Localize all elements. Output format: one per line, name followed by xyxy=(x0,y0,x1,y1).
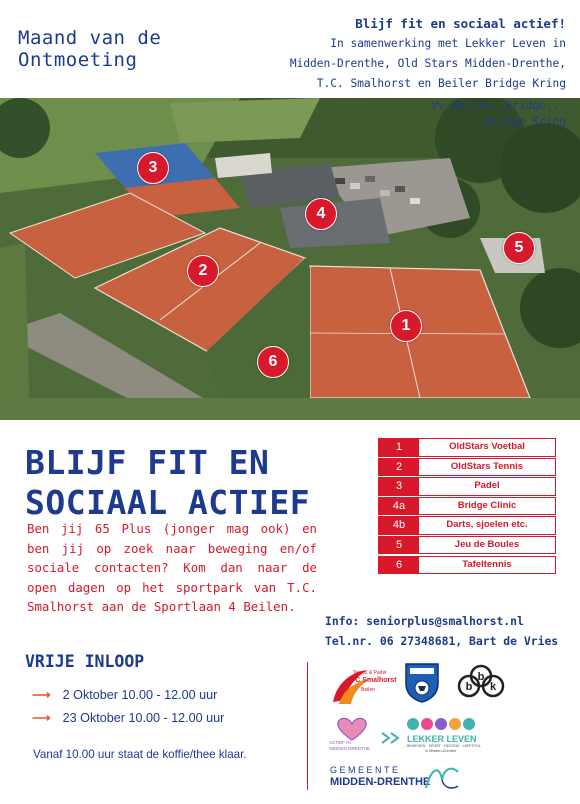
oldstars-logo xyxy=(402,660,442,704)
actief-line2: MIDDEN-DRENTHE xyxy=(329,746,370,751)
gemeente-wave-icon xyxy=(422,762,462,792)
legend-row xyxy=(378,516,556,535)
tc-logo-line2: TC Smalhorst xyxy=(351,677,397,684)
bbk-letter-3: k xyxy=(489,681,497,693)
activity-icons xyxy=(405,716,485,732)
marker-3: 3 xyxy=(137,152,169,184)
legend-number: 2 xyxy=(379,459,419,476)
legend-label: Jeu de Boules xyxy=(454,538,520,550)
legend-row xyxy=(378,438,556,457)
arrow-right-icon: ⟶ xyxy=(32,710,51,725)
marker-1: 1 xyxy=(390,310,422,342)
photo-overlay-line-1: Vv Beilen, Bridge... xyxy=(431,99,566,112)
gemeente-line1: GEMEENTE xyxy=(330,765,401,775)
partner-line-1: In samenwerking met Lekker Leven in xyxy=(330,37,566,50)
bbk-logo xyxy=(455,664,507,700)
arrow-right-icon: ⟶ xyxy=(32,687,51,702)
lekker-leven-logo xyxy=(405,716,485,756)
marker-2: 2 xyxy=(187,255,219,287)
lekker-leven-sub: BEWEGEN · SPORT · GEZOND · LEEFSTIJL xyxy=(407,744,481,748)
page-title: Maand van de Ontmoeting xyxy=(18,27,162,71)
actief-logo xyxy=(327,716,377,754)
bbk-letter-2: b xyxy=(477,671,485,683)
partner-line-2: Midden-Drenthe, Old Stars Midden-Drenthe, xyxy=(289,57,566,70)
bbk-letter-1: b xyxy=(465,681,473,693)
contact-email[interactable]: Info: seniorplus@smalhorst.nl xyxy=(325,614,524,628)
sportpark-illustration xyxy=(0,98,580,420)
date-row-1 xyxy=(32,687,217,703)
date-row-2 xyxy=(32,710,224,726)
inloop-title: VRIJE INLOOP xyxy=(25,652,145,671)
intro-text: Ben jij 65 Plus (jonger mag ook) en ben jij op zoek naar beweging en/of sociale contacten? Kom dan naar de open dagen op het sportpark van T.C. Smalhorst aan de Sportlaan 4 Beilen. xyxy=(27,521,317,614)
tc-smalhorst-logo xyxy=(327,664,397,708)
heart-icon xyxy=(327,716,377,742)
legend-row xyxy=(378,536,556,555)
legend-row xyxy=(378,497,556,516)
partner-line-3: T.C. Smalhorst en Beiler Bridge Kring xyxy=(316,77,566,90)
legend-label: Darts, sjoelen etc. xyxy=(446,519,528,531)
date-text: 2 Oktober 10.00 - 12.00 uur xyxy=(62,688,218,702)
coffee-note: Vanaf 10.00 uur staat de koffie/thee klaar. xyxy=(33,748,247,761)
legend-number: 1 xyxy=(379,439,419,456)
actief-line1: ACTIEF IN xyxy=(329,740,351,745)
marker-4: 4 xyxy=(305,198,337,230)
tc-logo-line3: Beilen xyxy=(361,687,375,693)
legend-table xyxy=(378,438,556,575)
legend-number: 6 xyxy=(379,557,419,574)
legend-row xyxy=(378,458,556,477)
legend-number: 3 xyxy=(379,478,419,495)
tc-logo-line1: Tennis & Padel xyxy=(353,670,387,676)
date-text: 23 Oktober 10.00 - 12.00 uur xyxy=(62,711,225,725)
gemeente-line2: MIDDEN-DRENTHE xyxy=(330,776,431,788)
marker-5: 5 xyxy=(503,232,535,264)
legend-number: 5 xyxy=(379,537,419,554)
main-title: BLIJF FIT EN SOCIAAL ACTIEF xyxy=(25,443,311,522)
double-chevron-icon xyxy=(380,730,402,744)
legend-label: Bridge Clinic xyxy=(457,499,517,511)
contact-phone: Tel.nr. 06 27348681, Bart de Vries xyxy=(325,634,559,648)
legend-number: 4a xyxy=(379,498,419,515)
partner-block xyxy=(266,14,566,94)
legend-label: OldStars Tennis xyxy=(450,460,524,472)
marker-6: 6 xyxy=(257,346,289,378)
legend-label: Padel xyxy=(474,480,500,492)
legend-label: Tafeltennis xyxy=(462,558,512,570)
aerial-photo xyxy=(0,98,580,420)
lekker-leven-title: LEKKER LEVEN xyxy=(407,734,477,744)
photo-overlay-line-2: Bridge Kring xyxy=(485,115,566,128)
legend-number: 4b xyxy=(379,517,419,534)
divider xyxy=(307,662,308,790)
gemeente-logo xyxy=(330,762,470,794)
lekker-leven-sub2: in Midden-Drenthe xyxy=(425,749,457,753)
legend-label: OldStars Voetbal xyxy=(449,441,525,452)
legend-row xyxy=(378,477,556,496)
legend-row xyxy=(378,556,556,575)
tagline: Blijf fit en sociaal actief! xyxy=(355,16,566,31)
